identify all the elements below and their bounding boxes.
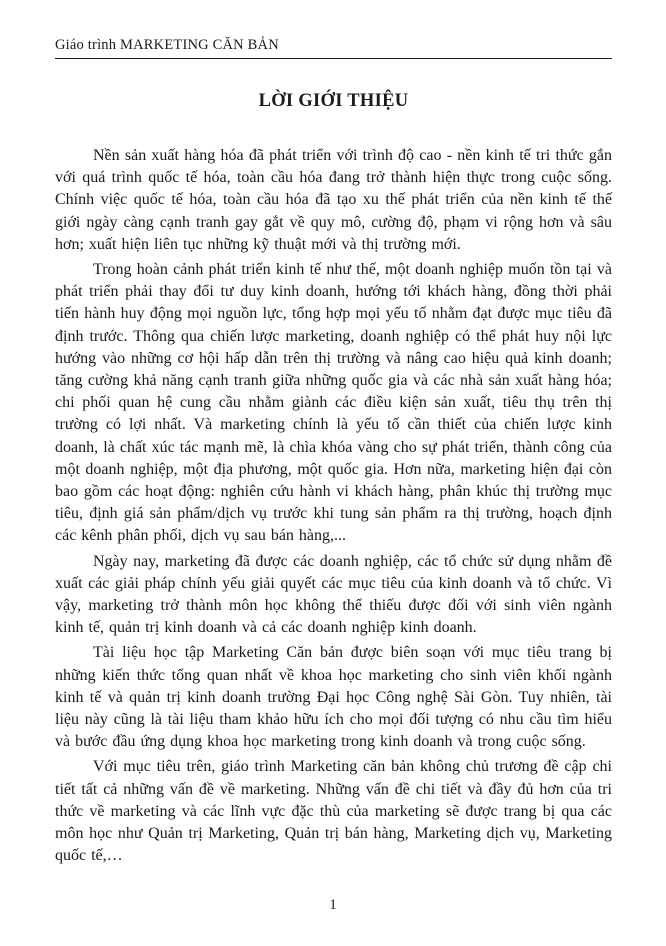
running-header: Giáo trình MARKETING CĂN BẢN: [55, 36, 612, 59]
paragraph-2: Trong hoàn cảnh phát triển kinh tế như thế, một doanh nghiệp muốn tồn tại và phát triển phải thay đổi tư duy kinh doanh, hướng tới khách hàng, đồng thời phải tiến hành huy động mọi nguồn lực, tổng hợp mọi yếu tố nhằm đạt được mục tiêu đã định trước. Thông qua chiến lược marketing, doanh nghiệp có thể phát huy nội lực hướng vào những cơ hội hấp dẫn trên thị trường và nâng cao hiệu quả kinh doanh; tăng cường khả năng cạnh tranh giữa những quốc gia và các nhà sản xuất hàng hóa; chi phối quan hệ cung cầu nhằm giành các điều kiện sản xuất, tiêu thụ trên thị trường có lợi nhất. Và marketing chính là yếu tố cần thiết của chiến lược kinh doanh, là chất xúc tác mạnh mẽ, là chìa khóa vàng cho sự phát triển, thành công của một doanh nghiệp, một địa phương, một quốc gia. Hơn nữa, marketing hiện đại còn bao gồm các hoạt động: nghiên cứu hành vi khách hàng, phân khúc thị trường mục tiêu, định giá sản phẩm/dịch vụ trước khi tung sản phẩm ra thị trường, hoạch định các kênh phân phối, dịch vụ sau bán hàng,...: [55, 261, 612, 545]
paragraph-3: Ngày nay, marketing đã được các doanh nghiệp, các tổ chức sử dụng nhằm đề xuất các giải pháp chính yếu giải quyết các mục tiêu của kinh doanh và tổ chức. Vì vậy, marketing trở thành môn học không thể thiếu được đối với sinh viên ngành kinh tế, quản trị kinh doanh và cả các doanh nghiệp kinh doanh.: [55, 552, 612, 637]
page-number: 1: [329, 897, 337, 913]
paragraph-5: Với mục tiêu trên, giáo trình Marketing căn bản không chủ trương đề cập chi tiết tất cả những vấn đề về marketing. Những vấn đề chi tiết và đầy đủ hơn của tri thức về marketing và các lĩnh vực đặc thù của marketing sẽ được trang bị qua các môn học như Quản trị Marketing, Quản trị bán hàng, Marketing dịch vụ, Marketing quốc tế,…: [55, 758, 612, 865]
body-text: [55, 145, 612, 868]
paragraph-1: Nền sản xuất hàng hóa đã phát triển với trình độ cao - nền kinh tế tri thức gắn với quá trình quốc tế hóa, toàn cầu hóa đang trở thành hiện thực trong cuộc sống. Chính việc quốc tế hóa, toàn cầu hóa đã tạo xu thế phát triển của nền kinh tế thế giới ngày càng cạnh tranh gay gắt về quy mô, cường độ, phạm vi rộng hơn và sâu hơn; xuất hiện liên tục những kỹ thuật mới và thị trường mới.: [55, 147, 612, 253]
page-title: LỜI GIỚI THIỆU: [258, 91, 409, 111]
paragraph-4: Tài liệu học tập Marketing Căn bản được biên soạn với mục tiêu trang bị những kiến thức tổng quan nhất về khoa học marketing cho sinh viên khối ngành kinh tế và quản trị kinh doanh trường Đại học Công nghệ Sài Gòn. Tuy nhiên, tài liệu này cũng là tài liệu tham khảo hữu ích cho mọi đối tượng có nhu cầu tìm hiểu và bước đầu ứng dụng khoa học marketing trong kinh doanh và trong cuộc sống.: [55, 644, 612, 751]
